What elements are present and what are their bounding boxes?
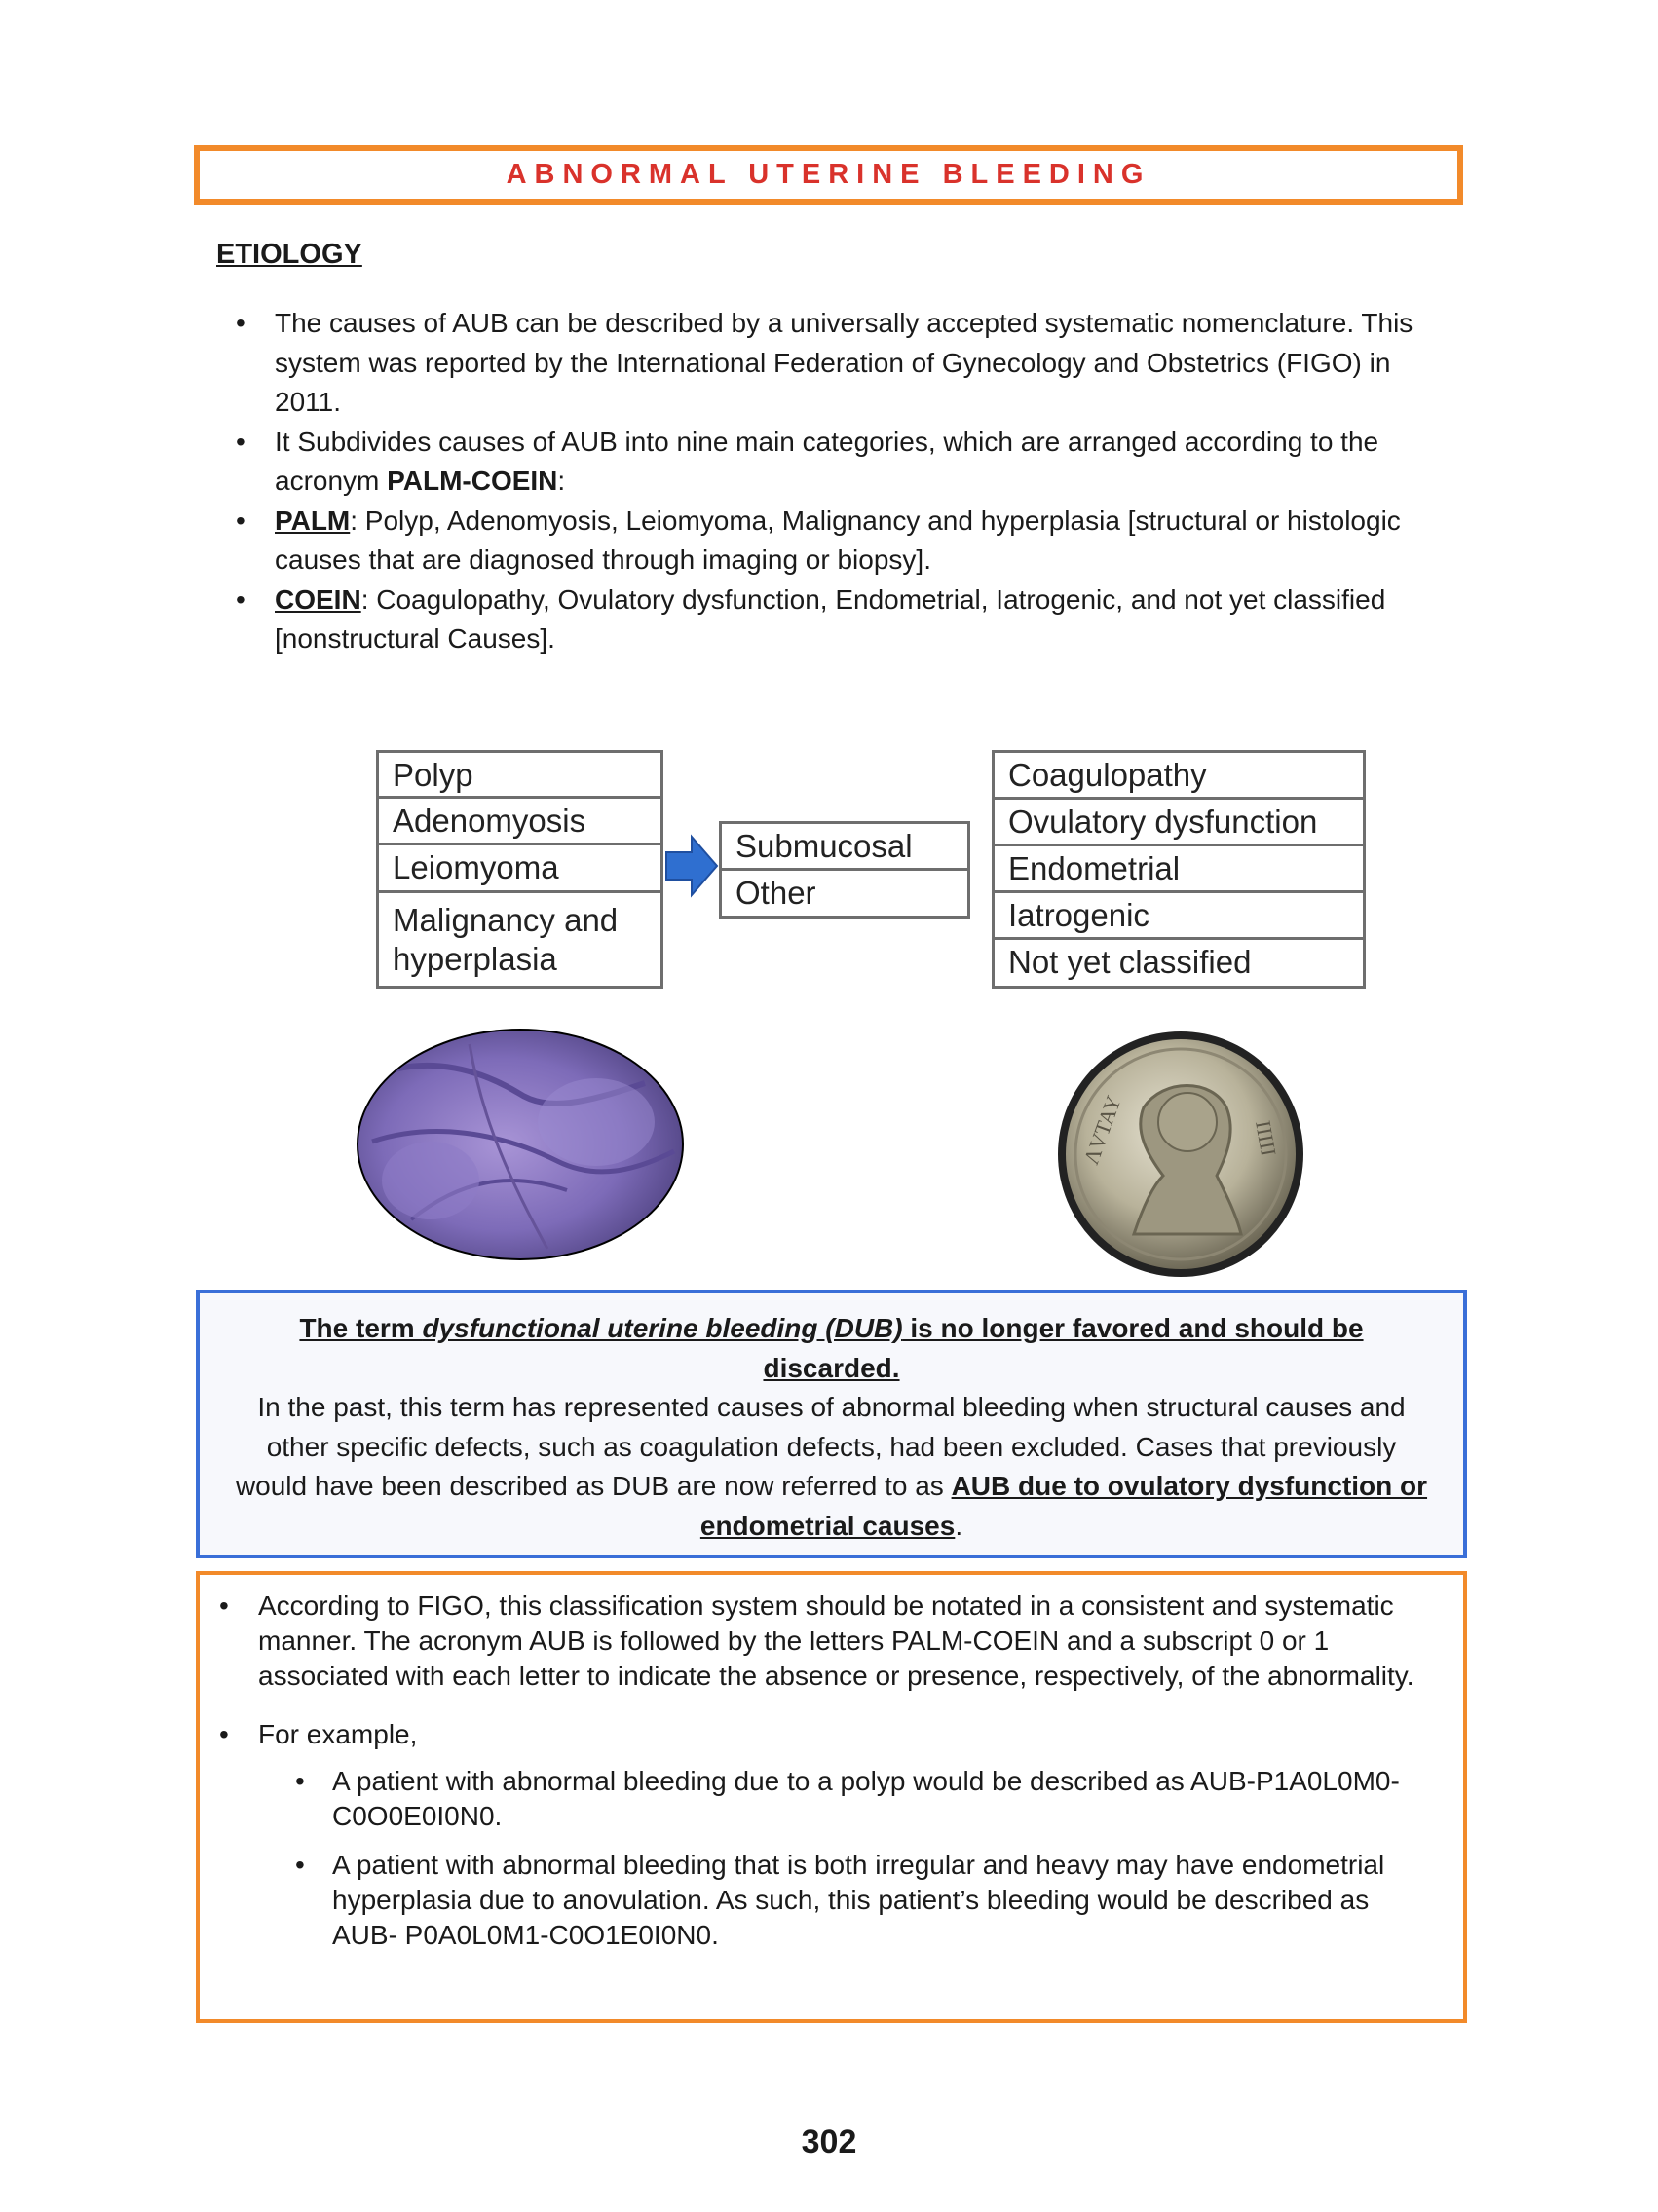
bullet-text: : Coagulopathy, Ovulatory dysfunction, Endometrial, Iatrogenic, and not yet classified [nonstructural Causes].: [275, 583, 1386, 654]
list-item: [236, 304, 1463, 423]
list-item: • A patient with abnormal bleeding that is both irregular and heavy may have endometrial hyperplasia due to anovulation. As such, this patient’s bleeding would be described as AUB- P0A0L0M1-C0O1E0I0N0.: [258, 1848, 1414, 1953]
bullet-text: :: [557, 466, 566, 496]
palm-hand-image: [353, 1025, 688, 1264]
acronym: PALM-COEIN: [387, 466, 558, 496]
dub-note-box: [196, 1290, 1467, 1558]
palm-label: PALM: [275, 505, 351, 536]
coein-cell: Coagulopathy: [995, 753, 1363, 800]
palm-cell: Polyp: [379, 753, 660, 799]
list-item: [236, 423, 1463, 502]
page-number: 302: [801, 2123, 857, 2160]
coin-image: [1056, 1030, 1305, 1279]
bullet-text: : Polyp, Adenomyosis, Leiomyoma, Malignancy and hyperplasia [structural or histologic causes that are diagnosed through imaging or biopsy].: [275, 505, 1401, 575]
palm-table: [376, 750, 663, 989]
figo-notation-box: [196, 1571, 1467, 2023]
page-title: ABNORMAL UTERINE BLEEDING: [506, 159, 1151, 190]
coin-inscription: ΛVTAY: [1078, 1092, 1126, 1168]
leiomyoma-cell: Submucosal: [722, 824, 967, 871]
etiology-list: [236, 304, 1463, 659]
coein-label: COEIN: [275, 583, 361, 615]
palm-cell: Leiomyoma: [379, 845, 660, 893]
arrow-icon: [662, 833, 721, 899]
palm-cell: Adenomyosis: [379, 799, 660, 845]
example-intro: For example,: [258, 1719, 418, 1749]
list-item: • According to FIGO, this classification system should be notated in a consistent and systematic manner. The acronym AUB is followed by the letters PALM-COEIN and a subscript 0 or 1 associated with each letter to indicate the absence or presence, respectively, of the abnormality.: [219, 1589, 1414, 1694]
figo-list: [219, 1589, 1414, 1953]
coein-cell: Endometrial: [995, 846, 1363, 893]
list-item: [236, 581, 1463, 659]
dub-heading: The term dysfunctional uterine bleeding (DUB) is no longer favored and should be discarded.: [299, 1313, 1364, 1383]
coein-cell: Ovulatory dysfunction: [995, 800, 1363, 846]
list-item: [236, 502, 1463, 581]
leiomyoma-cell: Other: [735, 875, 816, 911]
dub-body: In the past, this term has represented causes of abnormal bleeding when structural causes and other specific defects, such as coagulation defects, had been excluded. Cases that previously would have been described as DUB are now referred to as AUB due to ovulatory dysfunction or endometrial causes.: [235, 1392, 1428, 1541]
list-item: • A patient with abnormal bleeding due to a polyp would be described as AUB-P1A0L0M0-C0O0E0I0N0.: [258, 1764, 1414, 1834]
coein-cell: Iatrogenic: [995, 893, 1363, 940]
list-item: [219, 1717, 1414, 1953]
bullet-text: The causes of AUB can be described by a universally accepted systematic nomenclature. This system was reported by the International Federation of Gynecology and Obstetrics (FIGO) in 2011.: [275, 308, 1413, 417]
section-heading: ETIOLOGY: [216, 239, 362, 270]
leiomyoma-table: [719, 821, 970, 919]
coein-table: [992, 750, 1366, 989]
title-box: [194, 145, 1463, 205]
example-list: [258, 1764, 1414, 1953]
dub-emphasis: AUB due to ovulatory dysfunction or endometrial causes: [699, 1471, 1428, 1541]
bullet-text: It Subdivides causes of AUB into nine main categories, which are arranged according to the acronym: [275, 426, 1379, 496]
palm-cell: Malignancy and hyperplasia: [393, 902, 619, 977]
coein-cell: Not yet classified: [1008, 944, 1252, 980]
svg-text:IIIII: IIIII: [1251, 1118, 1282, 1158]
